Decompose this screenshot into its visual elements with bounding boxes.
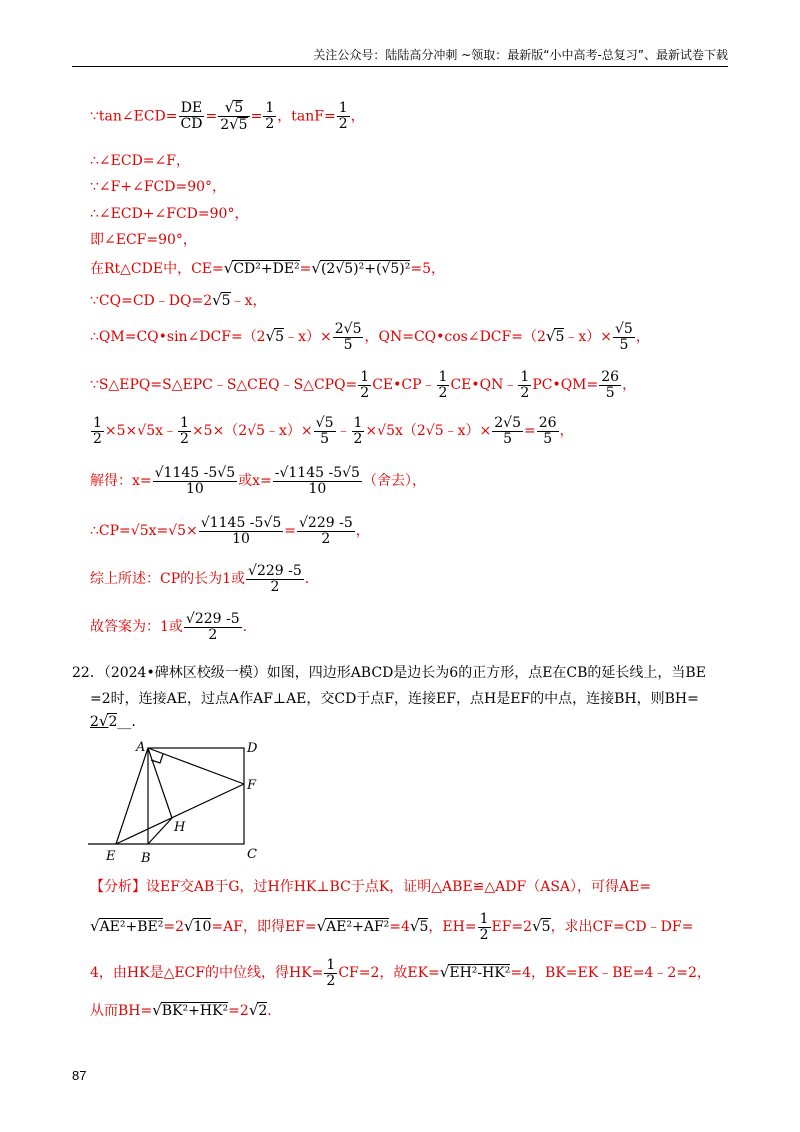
text: CE•QN﹣ [450, 377, 518, 394]
text: ﹣x）× [564, 329, 612, 346]
page-number: 87 [72, 1068, 87, 1083]
text: =5， [410, 261, 445, 277]
fraction: $\frac{√229 -5}{2}$ [248, 563, 302, 595]
text: ×5×√5x﹣ [104, 423, 178, 440]
text: = [284, 523, 296, 540]
text: ×5×（2√5﹣x）× [191, 423, 313, 440]
text: ，求出CF=CD﹣DF= [550, 919, 694, 936]
text: = [250, 108, 263, 125]
text: . [267, 1003, 272, 1019]
fraction: $\frac{26}{5}$ [601, 369, 620, 401]
text: 在Rt△CDE中，CE= [90, 261, 224, 277]
fraction: $\frac{√5}{2√5}$ [220, 98, 248, 133]
radicand: 5 [541, 919, 551, 936]
text: ﹣x）× [284, 329, 332, 346]
text: ﹣ [336, 423, 351, 440]
fraction: $\frac{1}{2}$ [180, 415, 189, 447]
text: ∴QM=CQ•sin∠DCF=（2 [90, 329, 266, 346]
text: =AF，即得EF= [211, 919, 317, 936]
fraction: $\frac{1}{2}$ [353, 415, 363, 447]
text: ∵CQ=CD﹣DQ=2 [90, 293, 213, 309]
line-ef [116, 784, 244, 844]
label-h: H [174, 820, 186, 835]
text: CE•CP﹣ [372, 377, 436, 394]
label-e: E [106, 849, 116, 864]
geometry-figure [88, 738, 268, 868]
analysis-line-4: 从而BH=√BK²+HK²=2√2. [90, 1001, 272, 1019]
solution-line-12 [90, 516, 370, 546]
radicand: CD²+DE² [233, 261, 300, 277]
solution-line-14 [90, 612, 247, 642]
radicand: BK²+HK² [161, 1003, 229, 1019]
fraction: $\frac{26}{5}$ [538, 415, 557, 447]
fraction: $\frac{-√1145 -5√5}{10}$ [274, 465, 360, 497]
fraction: $\frac{1}{2}$ [265, 100, 275, 132]
text: =4，BK=EK﹣BE=4﹣2=2， [510, 965, 711, 982]
fraction: $\frac{√5}{5}$ [315, 415, 334, 447]
fraction: $\frac{2√5}{5}$ [494, 415, 521, 447]
line-bh [148, 818, 172, 844]
text: ， [622, 377, 637, 394]
line-af [148, 748, 244, 784]
analysis-line-1: 【分析】设EF交AB于G，过H作HK⊥BC于点K，证明△ABE≌△ADF（ASA），可得AE= [90, 879, 652, 895]
label-f: F [247, 778, 257, 793]
solution-line-4: ∴∠ECD+∠FCD=90°， [90, 206, 249, 222]
radicand: 5 [419, 919, 429, 936]
text: ， [559, 423, 574, 440]
text: . [304, 571, 310, 588]
fraction: $\frac{√1145 -5√5}{10}$ [154, 465, 236, 497]
text: ， [635, 329, 650, 346]
text: ，tanF= [277, 108, 336, 125]
fraction: $\frac{2√5}{5}$ [334, 321, 362, 353]
fraction: $\frac{1}{2}$ [338, 100, 348, 132]
header-text: 关注公众号：陆陆高分冲刺 ~领取：最新版“小中高考-总复习”、最新试卷下载 [313, 48, 728, 62]
text: ，QN=CQ•cos∠DCF=（2 [364, 329, 546, 346]
fraction: $\frac{1}{2}$ [479, 911, 489, 943]
fraction: $\frac{1}{2}$ [438, 369, 448, 401]
text: 4，由HK是△ECF的中位线，得HK= [90, 965, 324, 982]
solution-line-5: 即∠ECF=90°， [90, 232, 197, 248]
page-header [72, 46, 728, 67]
analysis-line-2: √AE²+BE²=2√10=AF，即得EF=√AE²+AF²=4√5，EH= $\frac{1}{2}$ EF=2√5，求出CF=CD﹣DF= [90, 911, 694, 943]
solution-line-9 [90, 370, 636, 400]
label-a: A [136, 740, 146, 755]
square-abcd [148, 748, 244, 844]
solution-line-3: ∵∠F+∠FCD=90°， [90, 179, 227, 195]
text: ∴CP=√5x=√5× [90, 523, 198, 540]
line-ah [148, 748, 172, 818]
text: ∵S△EPQ=S△EPC﹣S△CEQ﹣S△CPQ= [90, 377, 358, 394]
fraction: $\frac{√229 -5}{2}$ [299, 515, 353, 547]
fraction: $\frac{1}{2}$ [360, 369, 370, 401]
radicand: (2√5)²+(√5)² [320, 261, 411, 277]
text: ， [355, 523, 370, 540]
radicand: AE²+AF² [326, 919, 390, 936]
text: =2 [163, 919, 184, 936]
problem-22-answer: 2√2__. [90, 712, 136, 730]
radicand: 5 [555, 329, 565, 346]
fraction: $\frac{1}{2}$ [520, 369, 530, 401]
text: 从而BH= [90, 1003, 153, 1019]
line-ae [116, 748, 148, 844]
label-d: D [247, 741, 258, 756]
radicand: 10 [193, 919, 212, 936]
text: = [524, 423, 536, 440]
text: = [205, 108, 218, 125]
solution-line-2: ∴∠ECD=∠F， [90, 153, 190, 169]
text: ， [350, 108, 365, 125]
text: 综上所述：CP的长为1或 [90, 571, 246, 588]
text: ∵tan∠ECD= [90, 108, 178, 125]
text: = [299, 261, 312, 277]
problem-22-line-1: 22．（2024•碑林区校级一模）如图，四边形ABCD是边长为6的正方形，点E在CB的延长线上，当BE [72, 665, 706, 681]
radicand: AE²+BE² [99, 919, 164, 936]
problem-22-line-2: =2时，连接AE，过点A作AF⊥AE，交CD于点F，连接EF，点H是EF的中点，连接BH，则BH= [90, 691, 699, 707]
fraction: $\frac{√5}{5}$ [615, 321, 633, 353]
radicand: 5 [221, 293, 231, 309]
solution-line-13 [90, 564, 309, 594]
radicand: 2 [258, 1003, 268, 1019]
radicand: EH²-HK² [449, 965, 511, 982]
text: =2 [228, 1003, 249, 1019]
fraction: $\frac{√229 -5}{2}$ [185, 611, 240, 643]
label-c: C [247, 847, 257, 862]
fraction: $\frac{√1145 -5√5}{10}$ [200, 515, 282, 547]
text: PC•QM= [532, 377, 599, 394]
text: . [242, 619, 248, 636]
text: CF=2，故EK= [338, 965, 440, 982]
solution-line-8: ∴QM=CQ•sin∠DCF=（2√5﹣x）× $\frac{2√5}{5}$ ，QN=CQ•cos∠DCF=（2√5﹣x）× $\frac{√5}{5}$ ， [90, 321, 650, 353]
solution-line-6: 在Rt△CDE中，CE=√CD²+DE²=√(2√5)²+(√5)²=5， [90, 259, 445, 277]
label-b: B [141, 851, 151, 866]
text: （舍去）， [362, 473, 426, 490]
fraction: $\frac{1}{2}$ [93, 415, 102, 447]
text: ×√5x（2√5﹣x）× [365, 423, 492, 440]
text: 解得：x= [90, 473, 152, 490]
radicand: 5 [275, 329, 285, 346]
fraction: $\frac{DE}{CD}$ [180, 100, 203, 132]
solution-line-10 [90, 416, 574, 446]
text: 或x= [238, 473, 272, 490]
text: 故答案为：1或 [90, 619, 183, 636]
fraction: $\frac{1}{2}$ [326, 957, 336, 989]
text: ﹣x， [230, 293, 267, 309]
solution-line-11 [90, 466, 426, 496]
solution-line-1 [90, 100, 365, 133]
text: EF=2 [491, 919, 533, 936]
solution-line-7: ∵CQ=CD﹣DQ=2√5﹣x， [90, 291, 267, 309]
text: ，EH= [428, 919, 477, 936]
analysis-line-3: 4，由HK是△ECF的中位线，得HK= $\frac{1}{2}$ CF=2，故EK=√EH²-HK²=4，BK=EK﹣BE=4﹣2=2， [90, 957, 711, 989]
text: =4 [389, 919, 410, 936]
